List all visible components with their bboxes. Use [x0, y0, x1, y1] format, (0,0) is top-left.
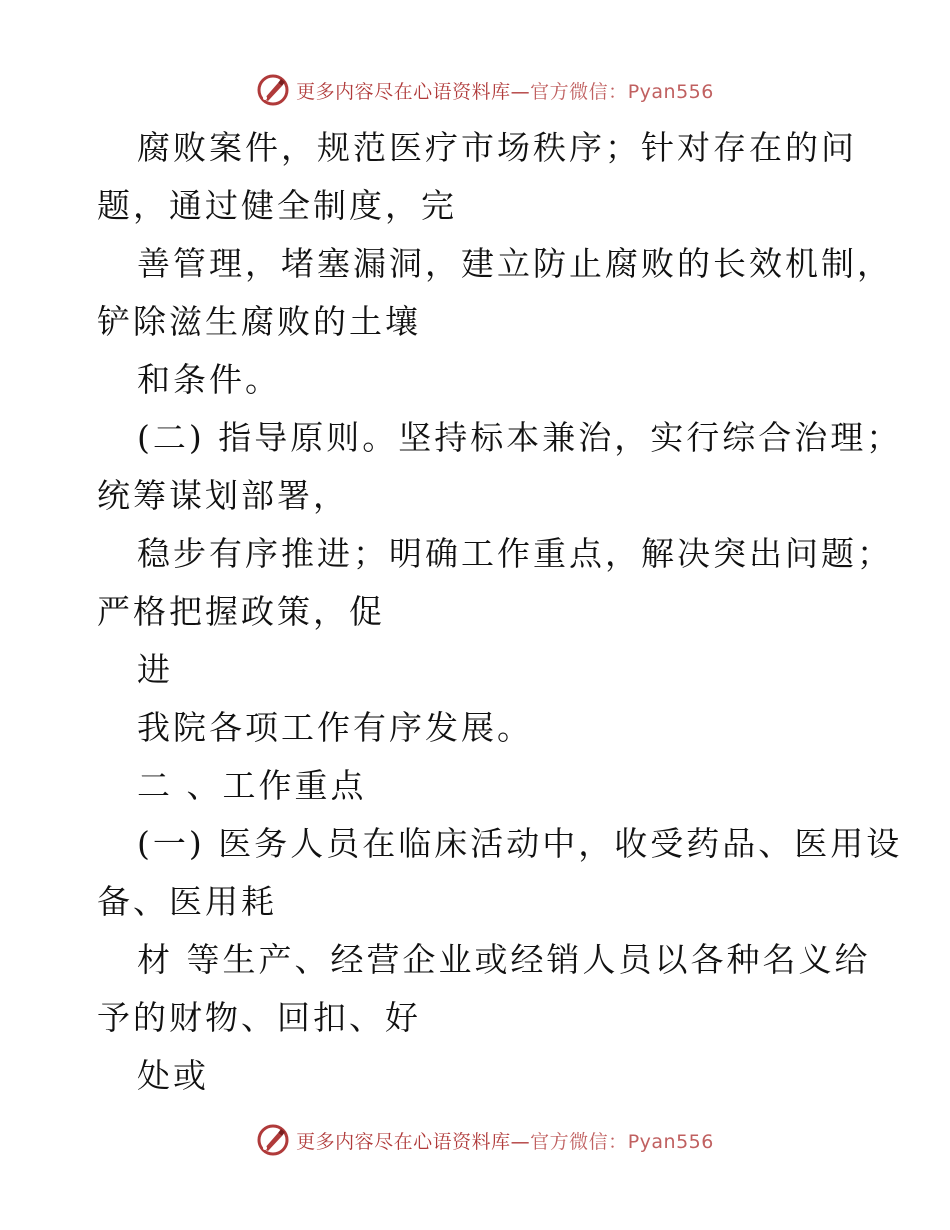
watermark-group — [256, 1123, 714, 1157]
watermark-separator: — — [510, 80, 531, 103]
body-line: 处或 — [137, 1056, 209, 1095]
body-line: 善管理，堵塞漏洞，建立防止腐败的长效机制， — [137, 244, 893, 283]
watermark-id: Pyan556 — [627, 1130, 714, 1153]
watermark-official: 官方微信： — [530, 80, 628, 103]
watermark-id: Pyan556 — [627, 80, 714, 103]
watermark-text — [296, 1127, 714, 1154]
pen-logo-icon — [256, 73, 290, 107]
body-line: 进 — [137, 650, 173, 689]
body-line: 我院各项工作有序发展。 — [137, 708, 533, 747]
watermark-group — [256, 73, 714, 107]
watermark-text — [296, 77, 714, 104]
body-line: 予的财物、回扣、好 — [97, 998, 421, 1037]
watermark-separator: — — [510, 1130, 531, 1153]
body-line: 和条件。 — [137, 360, 281, 399]
body-line: 腐败案件，规范医疗市场秩序；针对存在的问 — [137, 128, 857, 167]
body-line: (一) 医务人员在临床活动中，收受药品、医用设 — [137, 824, 903, 863]
body-line: 铲除滋生腐败的土壤 — [97, 302, 421, 341]
body-line: 统筹谋划部署， — [97, 476, 349, 515]
body-line: 稳步有序推进；明确工作重点，解决突出问题； — [137, 534, 893, 573]
body-line: 备、医用耗 — [97, 882, 277, 921]
watermark-official: 官方微信： — [530, 1130, 628, 1153]
watermark-main: 更多内容尽在心语资料库 — [296, 1130, 511, 1153]
body-line: 材 等生产、经营企业或经销人员以各种名义给 — [137, 940, 871, 979]
body-line: 严格把握政策，促 — [97, 592, 385, 631]
pen-logo-icon — [256, 1123, 290, 1157]
section-heading: 二 、工作重点 — [137, 766, 367, 805]
body-line: 题，通过健全制度，完 — [97, 186, 457, 225]
body-line: (二) 指导原则。坚持标本兼治，实行综合治理； — [137, 418, 903, 457]
header-watermark-banner — [0, 70, 950, 110]
footer-watermark-banner — [0, 1120, 950, 1160]
watermark-main: 更多内容尽在心语资料库 — [296, 80, 511, 103]
